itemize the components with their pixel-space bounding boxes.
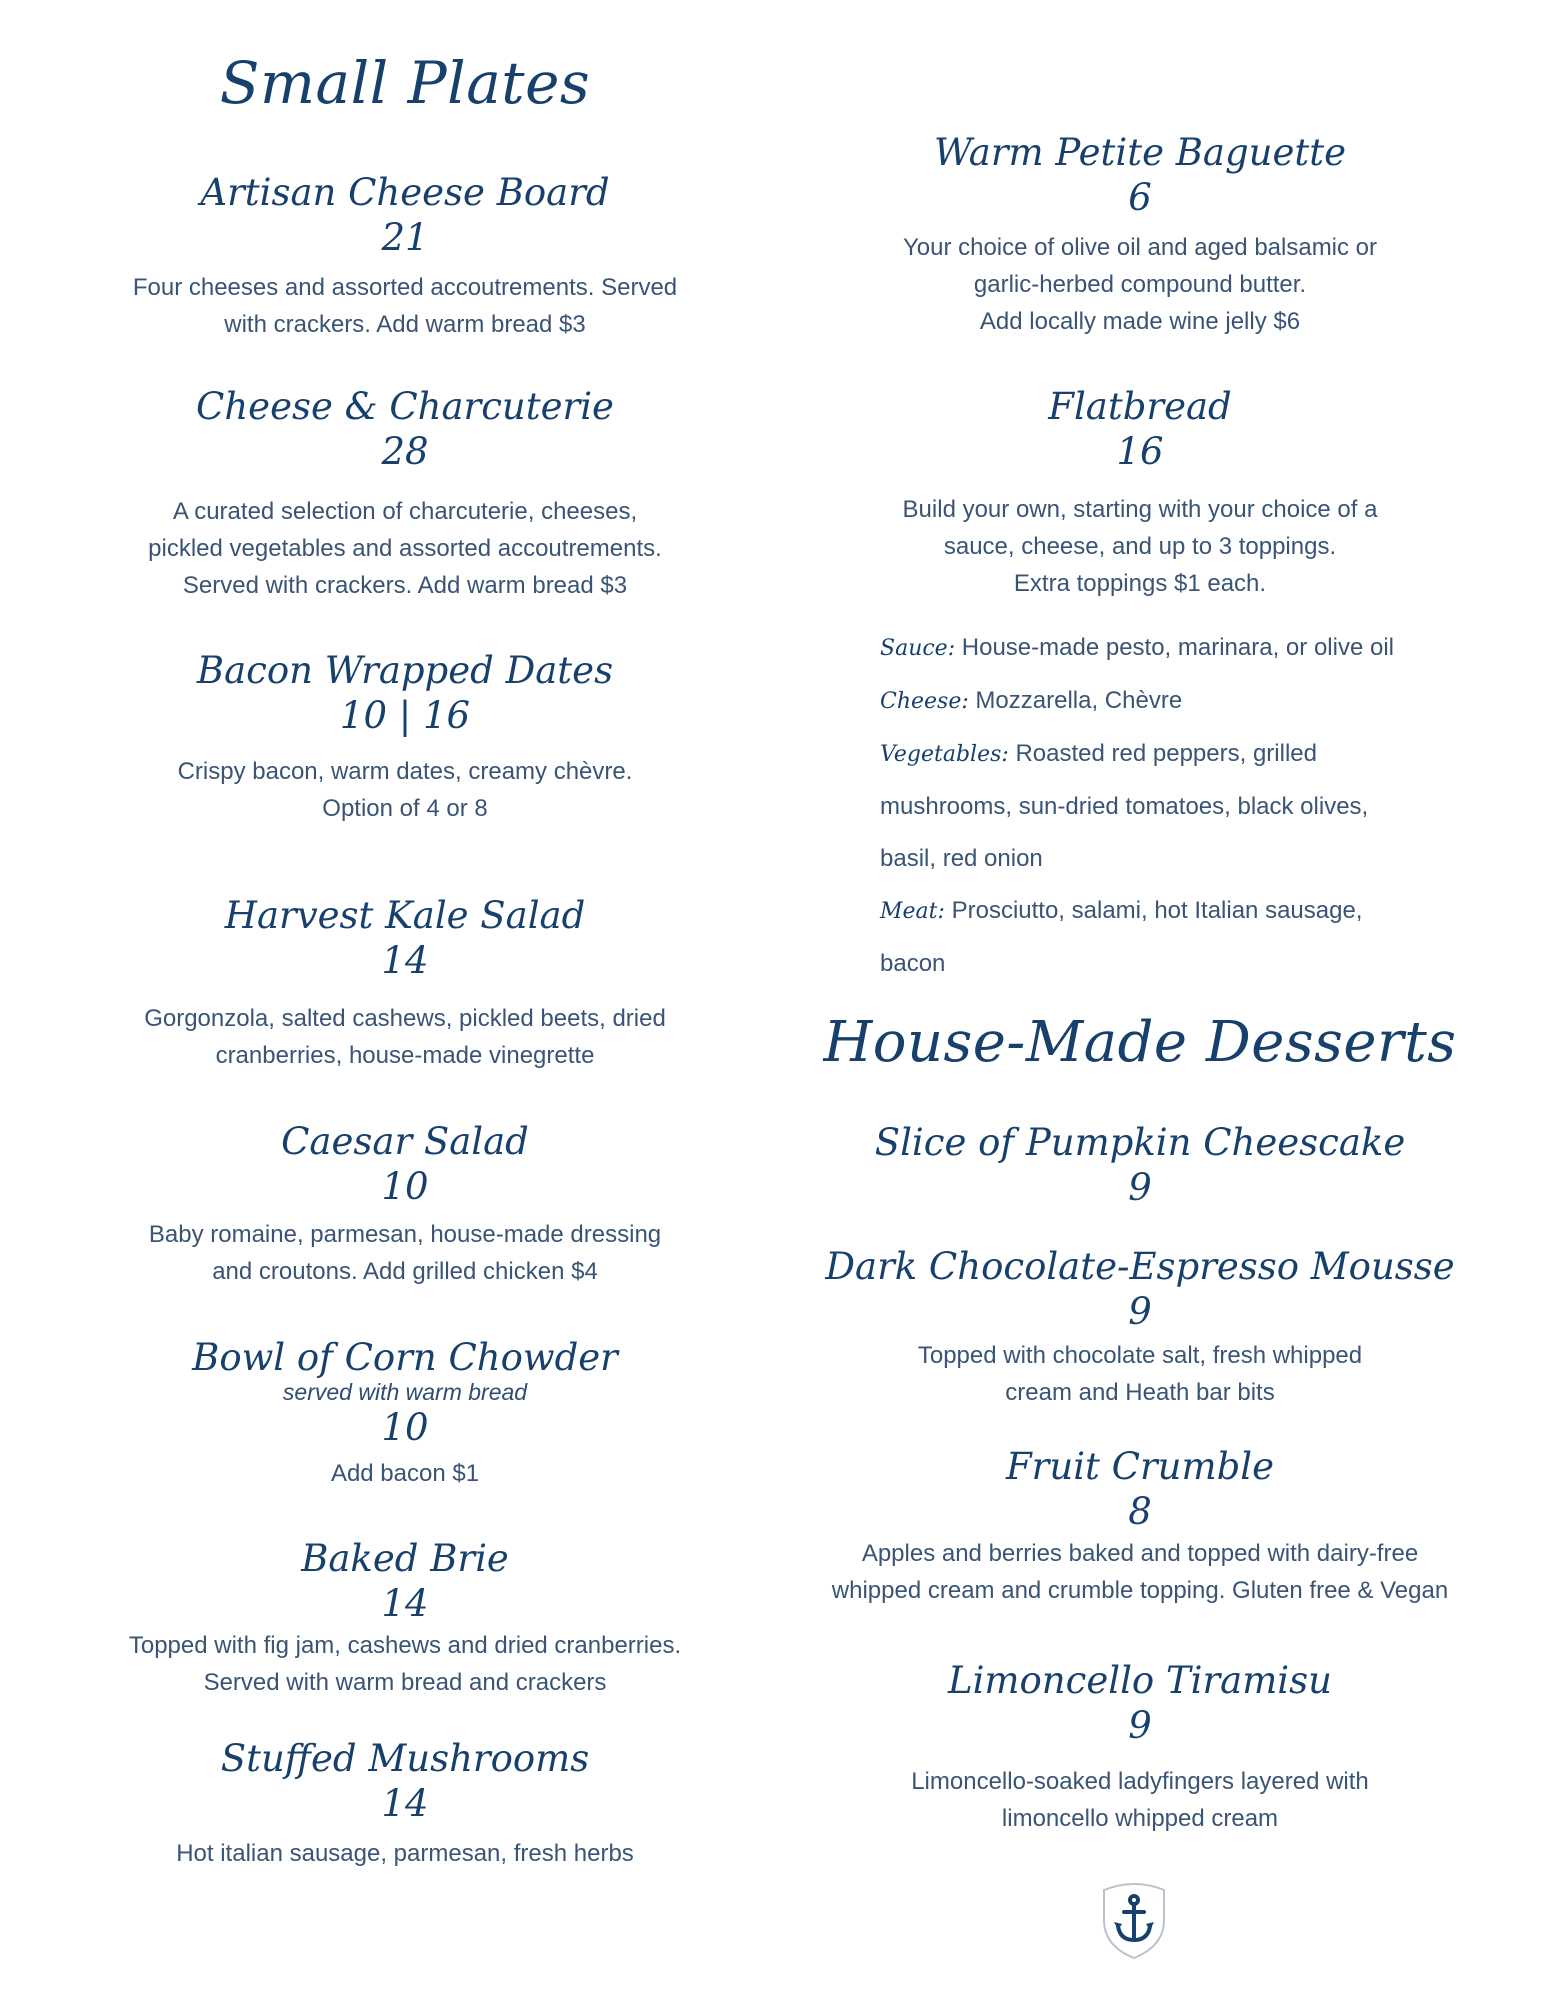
item-name: Baked Brie: [301, 1537, 509, 1580]
dessert-fruit-crumble: [790, 1446, 1490, 1609]
description-line: sauce, cheese, and up to 3 toppings.: [943, 533, 1337, 561]
menu-item-harvest-kale-salad: [95, 895, 715, 1074]
description-line: Four cheeses and assorted accoutrements. Served: [132, 274, 678, 302]
item-price: 6: [1128, 175, 1152, 219]
option-meat-line-2: bacon: [880, 950, 946, 977]
item-description: [95, 1627, 715, 1701]
item-price: 16: [1116, 429, 1164, 473]
description-line: Gorgonzola, salted cashews, pickled beets, dried: [144, 1005, 666, 1033]
item-name: Bacon Wrapped Dates: [196, 649, 614, 692]
item-price: 9: [1128, 1165, 1152, 1209]
item-price: 14: [381, 1581, 429, 1625]
dessert-chocolate-espresso-mousse: [790, 1246, 1490, 1411]
menu-item-warm-petite-baguette: [790, 132, 1490, 340]
option-vegetables: [880, 728, 1490, 781]
item-price: 10: [381, 1405, 429, 1449]
menu-item-artisan-cheese-board: [95, 172, 715, 343]
option-label: Sauce:: [880, 636, 956, 661]
menu-item-cheese-charcuterie: [95, 386, 715, 604]
description-line: Add bacon $1: [330, 1460, 480, 1488]
option-label: Meat:: [880, 899, 945, 924]
description-line: whipped cream and crumble topping. Gluten free & Vegan: [831, 1577, 1449, 1605]
description-line: cream and Heath bar bits: [1005, 1379, 1275, 1407]
description-line: garlic-herbed compound butter.: [973, 271, 1307, 299]
description-line: Your choice of olive oil and aged balsamic or: [902, 234, 1378, 262]
item-name: Flatbread: [1048, 385, 1232, 428]
option-sauce: [880, 622, 1490, 675]
item-subtitle: served with warm bread: [282, 1378, 528, 1405]
item-price: 9: [1128, 1703, 1152, 1747]
menu-item-stuffed-mushrooms: [95, 1738, 715, 1872]
option-text: Prosciutto, salami, hot Italian sausage,: [944, 897, 1363, 924]
description-line: Topped with fig jam, cashews and dried cranberries.: [128, 1632, 682, 1660]
menu-item-caesar-salad: [95, 1121, 715, 1290]
item-description: [95, 269, 715, 343]
option-meat: [880, 885, 1490, 938]
option-text: Mozzarella, Chèvre: [968, 687, 1183, 714]
option-label: Vegetables:: [880, 742, 1009, 767]
anchor-shield-icon: [1098, 1880, 1170, 1960]
option-cheese: [880, 675, 1490, 728]
item-price: 14: [381, 1781, 429, 1825]
item-name: Slice of Pumpkin Cheescake: [874, 1121, 1406, 1164]
item-description: [790, 1763, 1490, 1837]
item-price: 10: [381, 1164, 429, 1208]
description-line: Served with crackers. Add warm bread $3: [182, 572, 628, 600]
section-title-small-plates: Small Plates: [219, 49, 591, 117]
description-line: Hot italian sausage, parmesan, fresh herbs: [176, 1840, 634, 1868]
item-name: Fruit Crumble: [1006, 1445, 1274, 1488]
description-line: with crackers. Add warm bread $3: [224, 311, 586, 339]
item-name: Harvest Kale Salad: [224, 894, 586, 937]
option-label: Cheese:: [880, 689, 969, 714]
description-line: cranberries, house-made vinegrette: [215, 1042, 595, 1070]
dessert-pumpkin-cheesecake: [790, 1122, 1490, 1209]
description-line: Topped with chocolate salt, fresh whipped: [917, 1342, 1363, 1370]
item-price: 9: [1128, 1289, 1152, 1333]
item-price: 14: [381, 938, 429, 982]
description-line: Build your own, starting with your choice of a: [902, 496, 1378, 524]
section-title-desserts: House-Made Desserts: [823, 1010, 1457, 1075]
flatbread-options: [880, 622, 1490, 990]
item-description: [95, 1455, 715, 1492]
item-description: [95, 753, 715, 827]
option-text: House-made pesto, marinara, or olive oil: [955, 634, 1394, 661]
item-name: Dark Chocolate-Espresso Mousse: [825, 1245, 1455, 1288]
item-price: 8: [1128, 1489, 1152, 1533]
item-description: [790, 1535, 1490, 1609]
description-line: Apples and berries baked and topped with dairy-free: [861, 1540, 1419, 1568]
option-vegetables-line-2: mushrooms, sun-dried tomatoes, black olives,: [880, 793, 1369, 820]
description-line: Served with warm bread and crackers: [203, 1669, 607, 1697]
menu-item-baked-brie: [95, 1538, 715, 1701]
menu-item-bacon-wrapped-dates: [95, 650, 715, 827]
item-name: Stuffed Mushrooms: [220, 1737, 590, 1780]
description-line: A curated selection of charcuterie, cheeses,: [172, 498, 638, 526]
item-description: [790, 491, 1490, 602]
item-description: [95, 1835, 715, 1872]
description-line: Extra toppings $1 each.: [1013, 570, 1267, 598]
item-name: Caesar Salad: [281, 1120, 529, 1163]
item-name: Artisan Cheese Board: [200, 171, 610, 214]
item-name: Cheese & Charcuterie: [196, 385, 614, 428]
description-line: Option of 4 or 8: [322, 795, 488, 823]
description-line: limoncello whipped cream: [1001, 1805, 1279, 1833]
item-description: [790, 1337, 1490, 1411]
option-text: Roasted red peppers, grilled: [1008, 740, 1317, 767]
menu-item-corn-chowder: [95, 1337, 715, 1492]
description-line: Baby romaine, parmesan, house-made dressing: [148, 1221, 662, 1249]
description-line: Limoncello-soaked ladyfingers layered with: [911, 1768, 1369, 1796]
dessert-limoncello-tiramisu: [790, 1660, 1490, 1837]
item-description: [790, 229, 1490, 340]
description-line: Crispy bacon, warm dates, creamy chèvre.: [177, 758, 633, 786]
description-line: pickled vegetables and assorted accoutrements.: [148, 535, 662, 563]
item-description: [95, 493, 715, 604]
menu-item-flatbread: [790, 386, 1490, 602]
item-price: 10 | 16: [339, 693, 471, 737]
item-name: Bowl of Corn Chowder: [192, 1336, 618, 1379]
description-line: and croutons. Add grilled chicken $4: [212, 1258, 598, 1286]
option-vegetables-line-3: basil, red onion: [880, 845, 1043, 872]
item-description: [95, 1000, 715, 1074]
item-price: 21: [381, 215, 429, 259]
item-price: 28: [381, 429, 429, 473]
item-name: Limoncello Tiramisu: [948, 1659, 1332, 1702]
item-description: [95, 1216, 715, 1290]
description-line: Add locally made wine jelly $6: [979, 308, 1301, 336]
item-name: Warm Petite Baguette: [933, 131, 1347, 174]
